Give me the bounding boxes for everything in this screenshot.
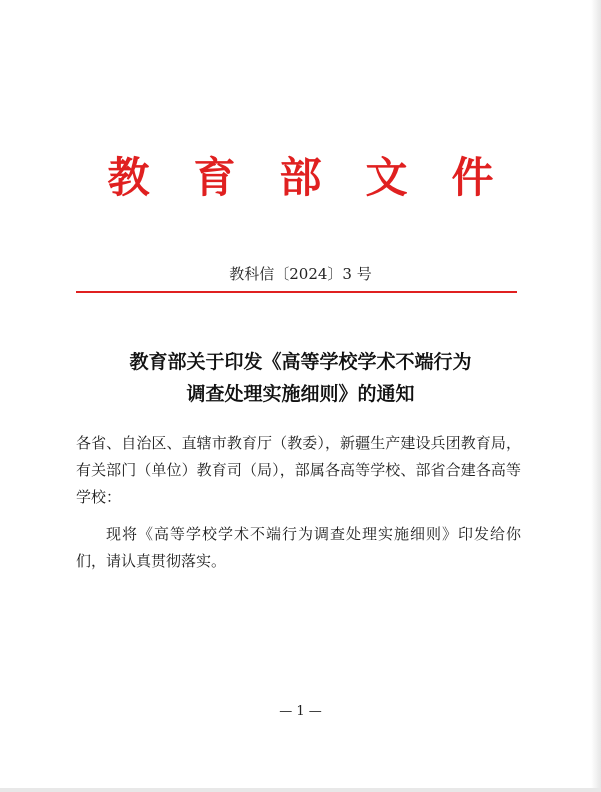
page-bottom-edge xyxy=(0,788,601,792)
document-masthead: 教育部文件 xyxy=(107,153,538,202)
notice-title-line-2: 调查处理实施细则》的通知 xyxy=(186,383,415,405)
document-number: 教科信〔2024〕3 号 xyxy=(229,265,372,283)
addressee-paragraph: 各省、自治区、直辖市教育厅（教委），新疆生产建设兵团教育局，有关部门（单位）教育司（局），部属各高等学校、部省合建各高等学校： xyxy=(76,434,521,506)
notice-title-line-1: 教育部关于印发《高等学校学术不端行为 xyxy=(129,351,472,373)
page-edge-shadow xyxy=(591,0,601,792)
page-number: — 1 — xyxy=(279,704,322,719)
body-paragraph: 现将《高等学校学术不端行为调查处理实施细则》印发给你们，请认真贯彻落实。 xyxy=(76,525,521,570)
red-divider-line xyxy=(76,291,517,293)
